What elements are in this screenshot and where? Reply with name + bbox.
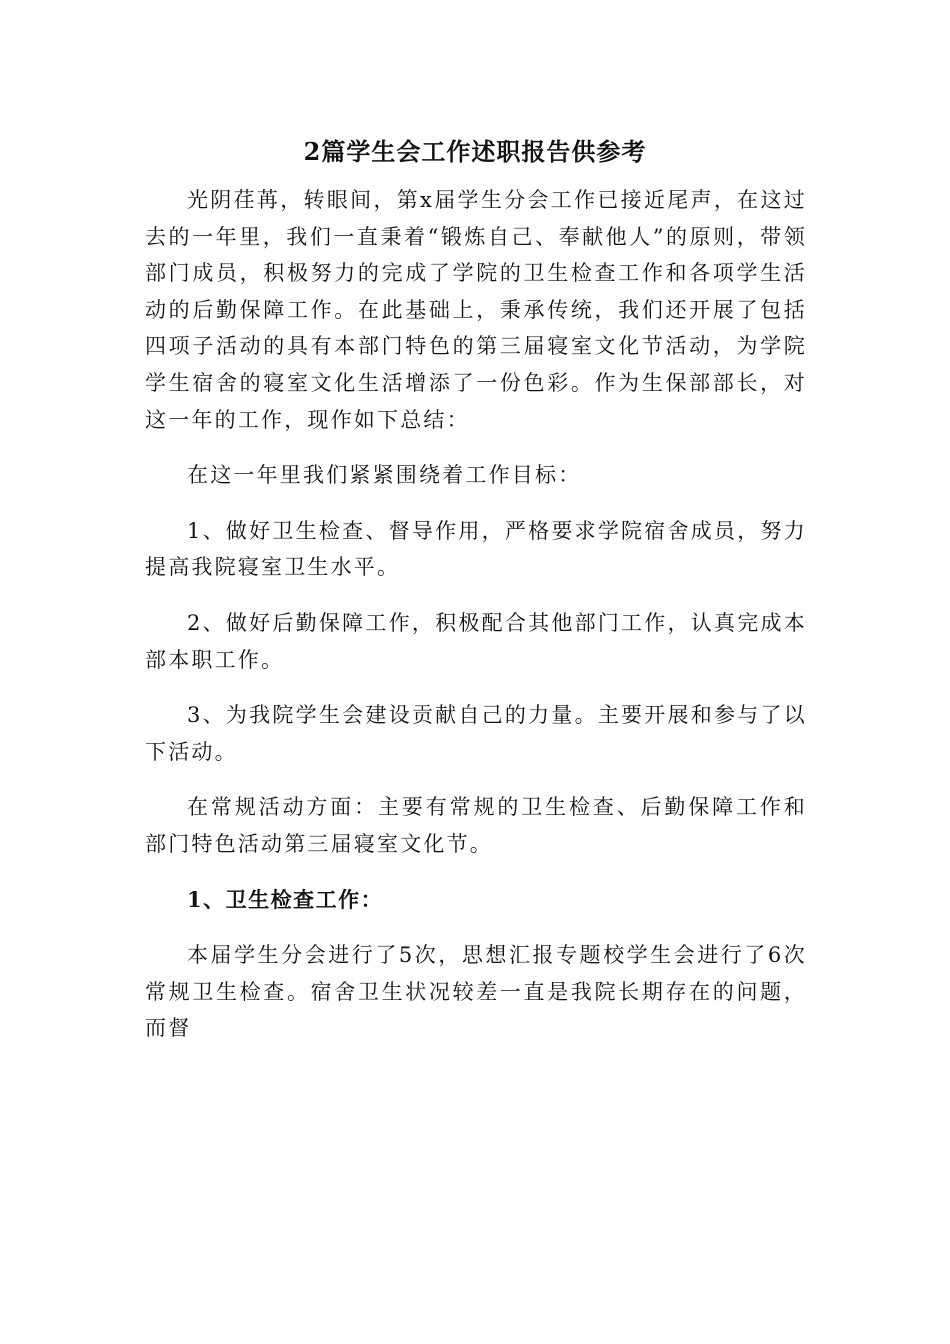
document-title: 2篇学生会工作述职报告供参考 [303,137,647,166]
goal-1-paragraph: 1、做好卫生检查、督导作用，严格要求学院宿舍成员，努力提高我院寝室卫生水平。 [145,518,807,580]
goal-2-paragraph: 2、做好后勤保障工作，积极配合其他部门工作，认真完成本部本职工作。 [145,610,807,672]
intro-paragraph: 光阴荏苒，转眼间，第x届学生分会工作已接近尾声，在这过去的一年里，我们一直秉着“锻炼自己、奉献他人”的原则，带领部门成员，积极努力的完成了学院的卫生检查工作和各项学生活动的后勤保障工作。在此基础上，秉承传统，我们还开展了包括四项子活动的具有本部门特色的第三届寝室文化节活动，为学院学生宿舍的寝室文化生活增添了一份色彩。作为生保部部长，对这一年的工作，现作如下总结： [145,188,807,432]
goals-intro-paragraph: 在这一年里我们紧紧围绕着工作目标： [187,463,582,488]
section-heading-hygiene-inspection: 1、卫生检查工作： [187,886,384,912]
document-body [145,182,807,1047]
goal-3-paragraph: 3、为我院学生会建设贡献自己的力量。主要开展和参与了以下活动。 [145,703,807,764]
hygiene-inspection-paragraph: 本届学生分会进行了5次，思想汇报专题校学生会进行了6次常规卫生检查。宿舍卫生状况较差一直是我院长期存在的问题，而督 [145,943,807,1041]
routine-activities-paragraph: 在常规活动方面：主要有常规的卫生检查、后勤保障工作和部门特色活动第三届寝室文化节。 [145,795,807,856]
